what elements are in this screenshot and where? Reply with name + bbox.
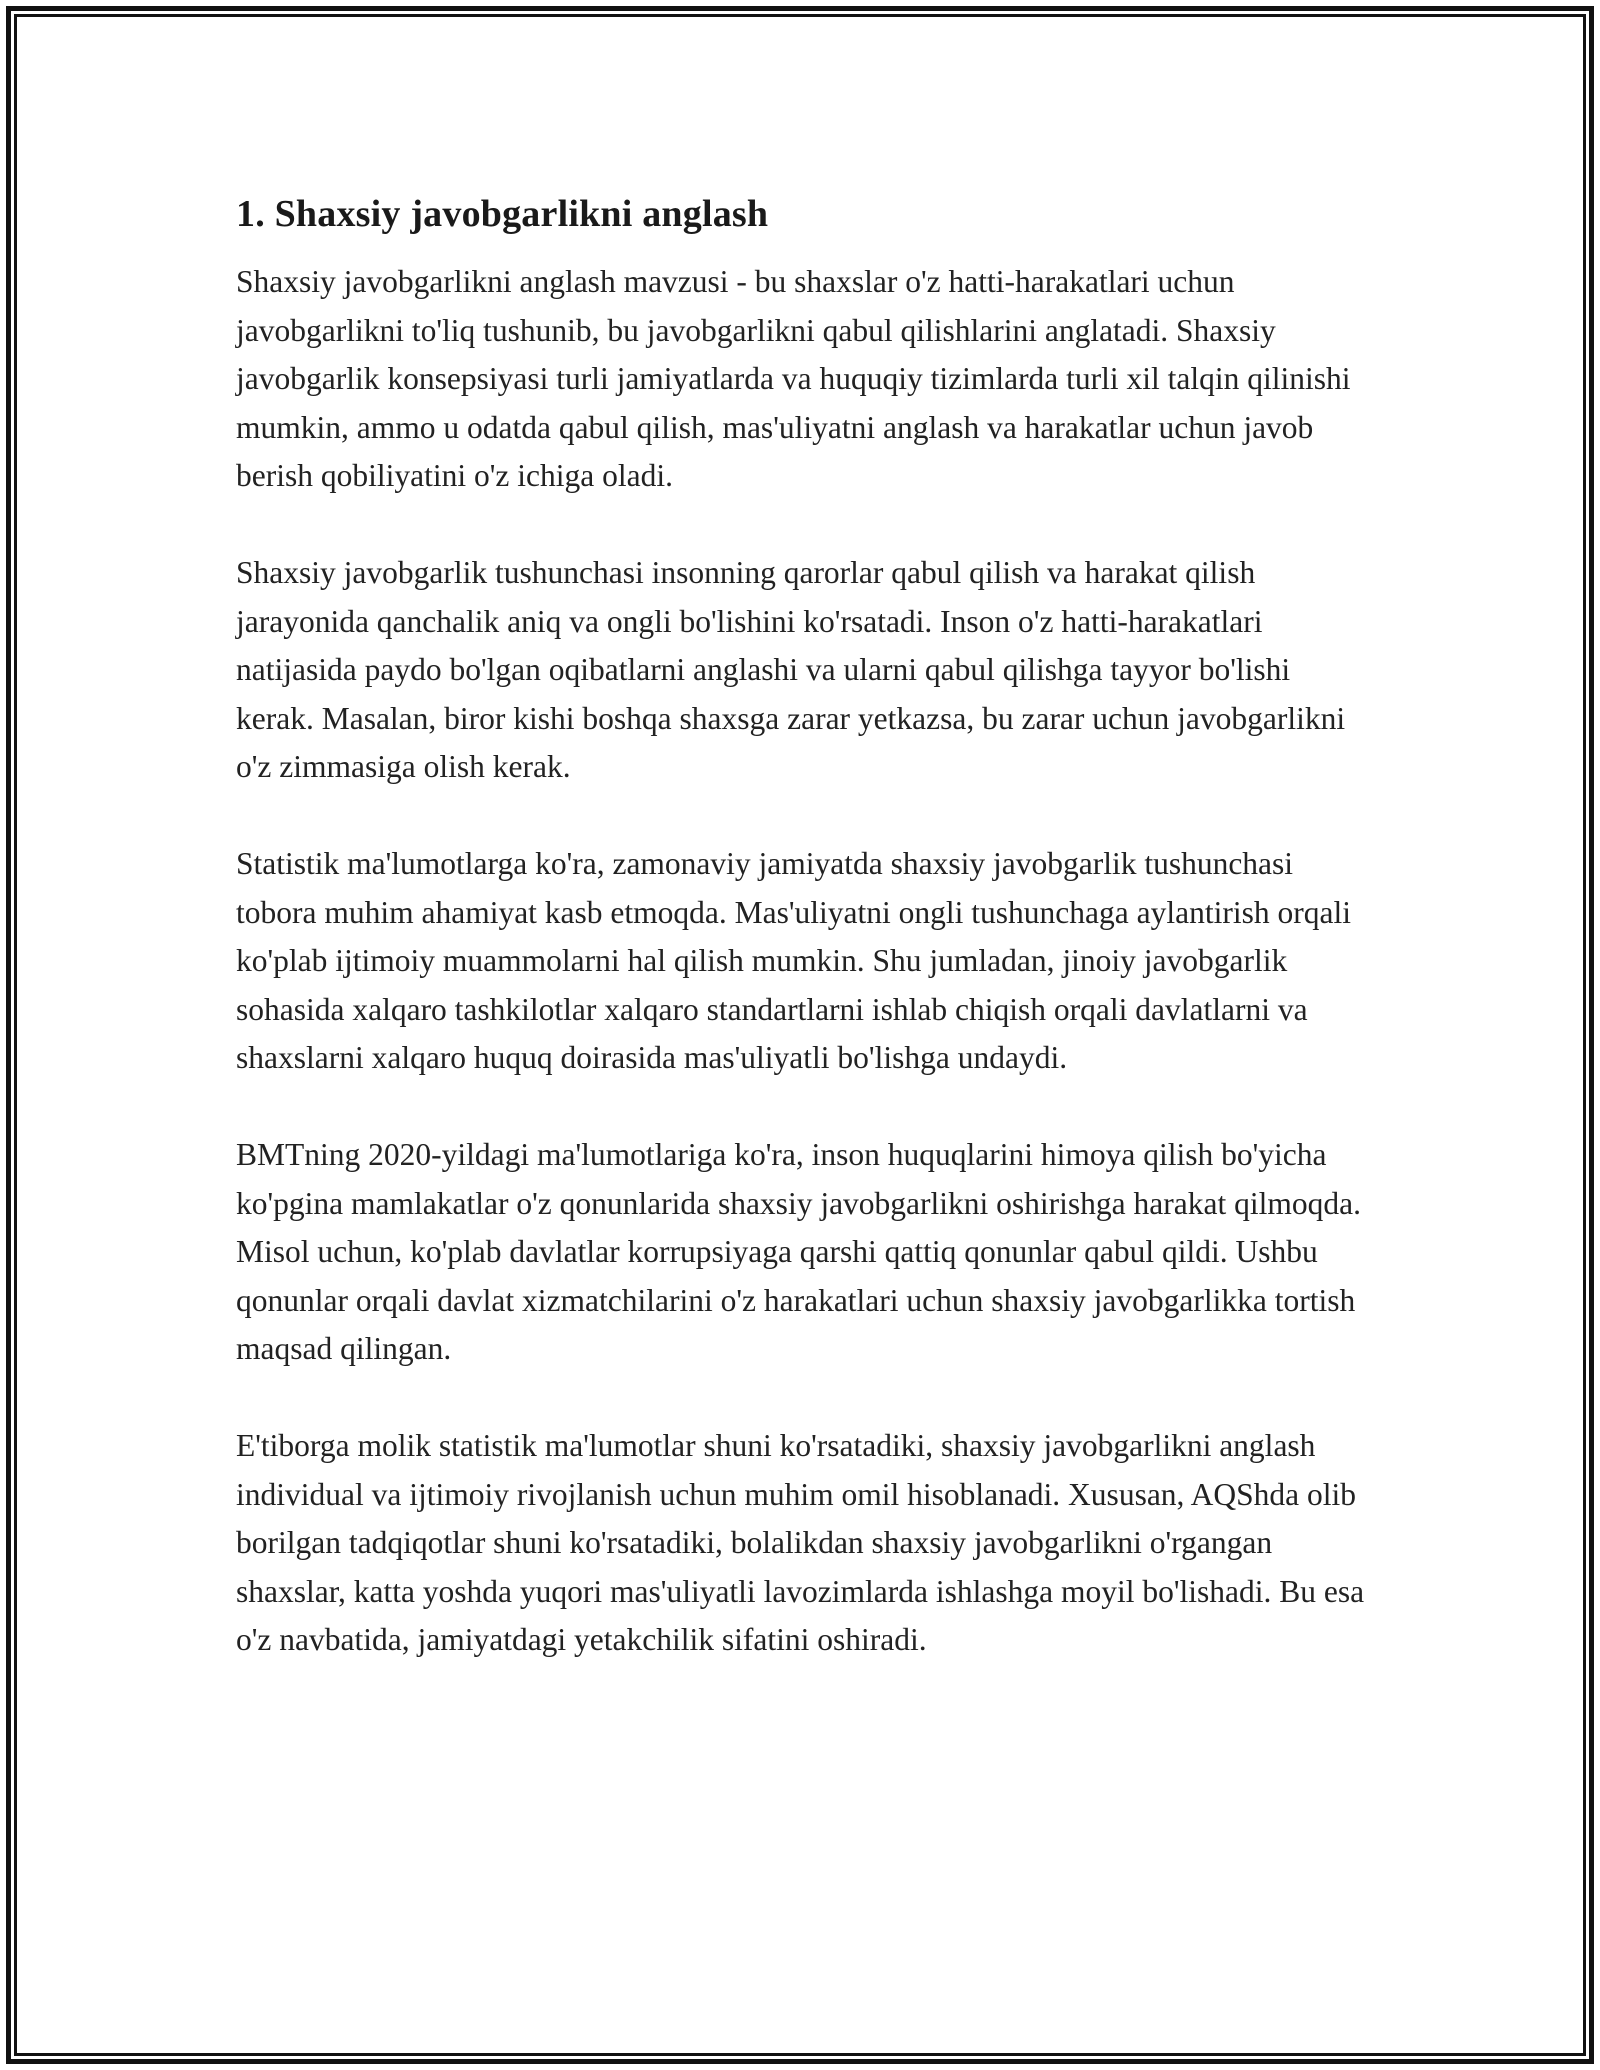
paragraph-4: BMTning 2020-yildagi ma'lumotlariga ko'ra, inson huquqlarini himoya qilish bo'yicha ko'pgina mamlakatlar o'z qonunlarida shaxsiy javobgarlikni oshirishga harakat qilmoqda. Misol uchun, ko'plab davlatlar korrupsiyaga qarshi qattiq qonunlar qabul qildi. Ushbu qonunlar orqali davlat xizmatchilarini o'z harakatlari uchun shaxsiy javobgarlikka tortish maqsad qilingan. [236,1137,1361,1366]
document-page [236,184,1371,1713]
document-title: 1. Shaxsiy javobgarlikni anglash [236,193,769,235]
paragraph-3: Statistik ma'lumotlarga ko'ra, zamonaviy jamiyatda shaxsiy javobgarlik tushunchasi tobora muhim ahamiyat kasb etmoqda. Mas'uliyatni ongli tushunchaga aylantirish orqali ko'plab ijtimoiy muammolarni hal qilish mumkin. Shu jumladan, jinoiy javobgarlik sohasida xalqaro tashkilotlar xalqaro standartlarni ishlab chiqish orqali davlatlarni va shaxslarni xalqaro huquq doirasida mas'uliyatli bo'lishga undaydi. [236,846,1351,1075]
paragraph-2: Shaxsiy javobgarlik tushunchasi insonning qarorlar qabul qilish va harakat qilish jarayonida qanchalik aniq va ongli bo'lishini ko'rsatadi. Inson o'z hatti-harakatlari natijasida paydo bo'lgan oqibatlarni anglashi va ularni qabul qilishga tayyor bo'lishi kerak. Masalan, biror kishi boshqa shaxsga zarar yetkazsa, bu zarar uchun javobgarlikni o'z zimmasiga olish kerak. [236,555,1346,784]
paragraph-1: Shaxsiy javobgarlikni anglash mavzusi - bu shaxslar o'z hatti-harakatlari uchun javobgarlikni to'liq tushunib, bu javobgarlikni qabul qilishlarini anglatadi. Shaxsiy javobgarlik konsepsiyasi turli jamiyatlarda va huquqiy tizimlarda turli xil talqin qilinishi mumkin, ammo u odatda qabul qilish, mas'uliyatni anglash va harakatlar uchun javob berish qobiliyatini o'z ichiga oladi. [236,264,1351,493]
paragraph-5: E'tiborga molik statistik ma'lumotlar shuni ko'rsatadiki, shaxsiy javobgarlikni anglash individual va ijtimoiy rivojlanish uchun muhim omil hisoblanadi. Xususan, AQShda olib borilgan tadqiqotlar shuni ko'rsatadiki, bolalikdan shaxsiy javobgarlikni o'rgangan shaxslar, katta yoshda yuqori mas'uliyatli lavozimlarda ishlashga moyil bo'lishadi. Bu esa o'z navbatida, jamiyatdagi yetakchilik sifatini oshiradi. [236,1428,1365,1657]
